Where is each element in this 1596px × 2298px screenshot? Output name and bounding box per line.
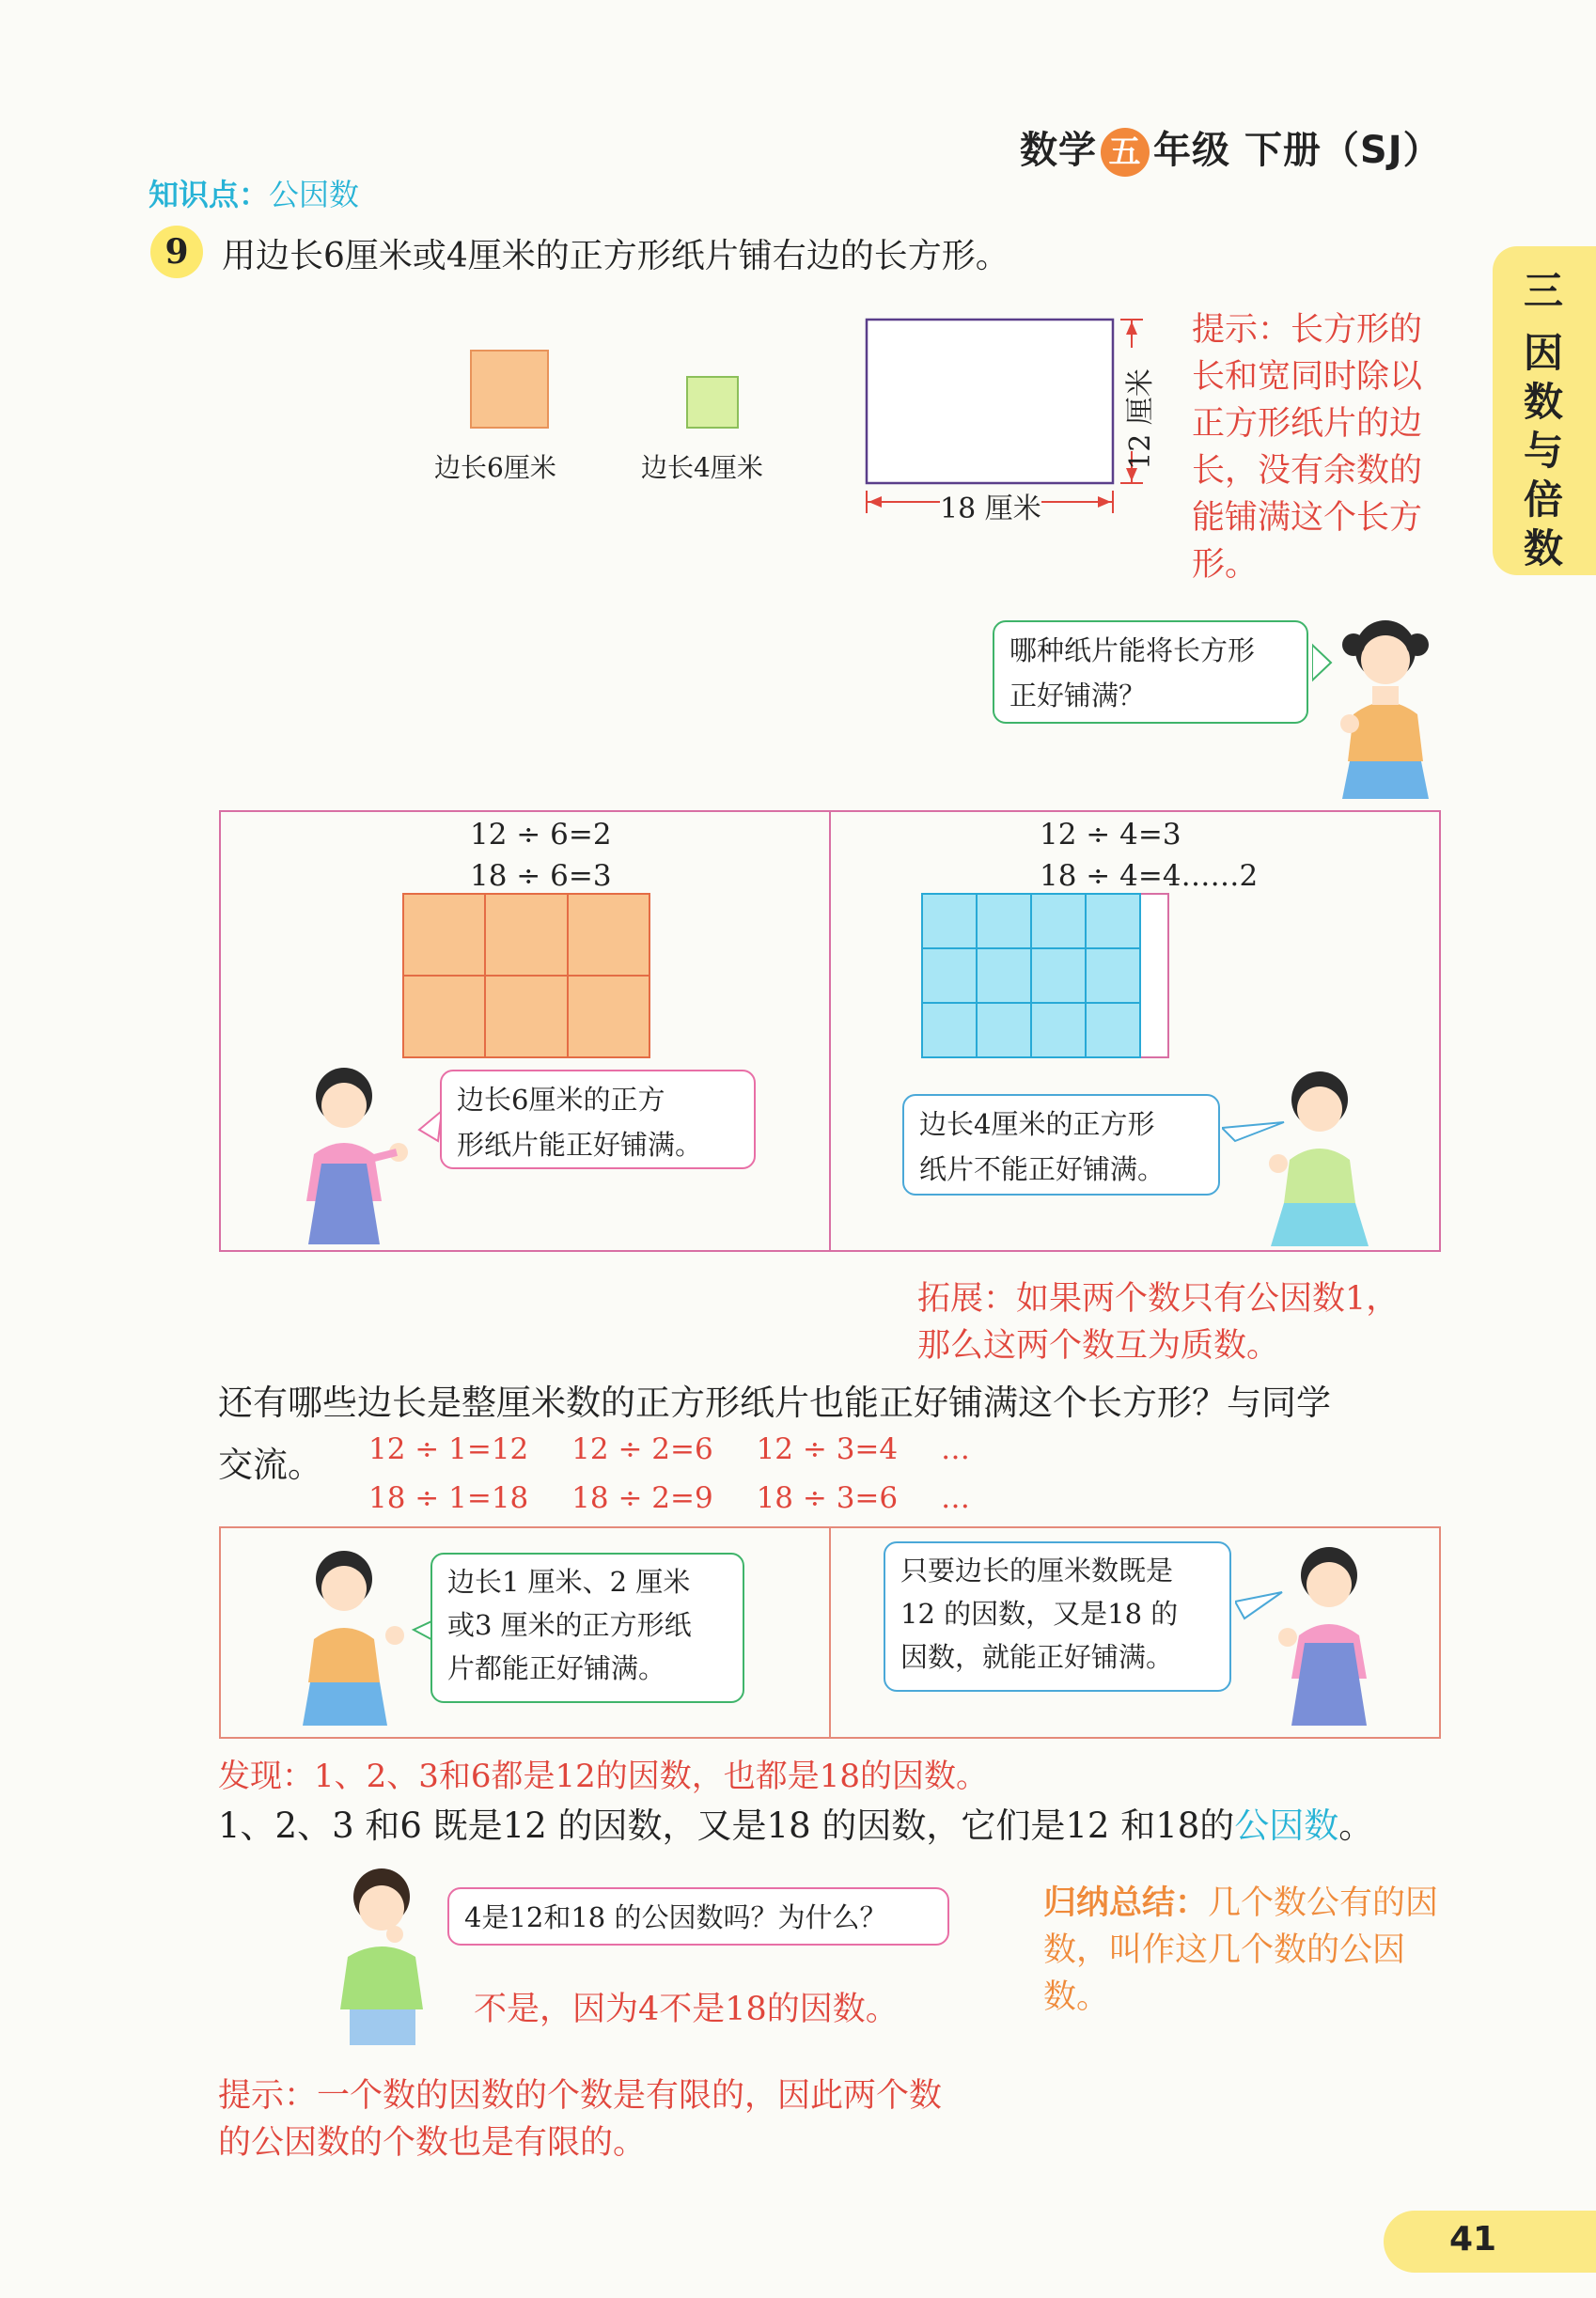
- discussion-panel-divider: [829, 1526, 831, 1739]
- discussion-right-line2: 12 的因数，又是18 的: [900, 1598, 1179, 1630]
- right-panel-bubble-line1: 边长4厘米的正方形: [919, 1108, 1155, 1140]
- tiling-panel-divider: [829, 810, 831, 1252]
- right-panel-bubble: [902, 1094, 1220, 1196]
- orange-tiling-grid: [402, 893, 650, 1058]
- discussion-left-bubble: [430, 1553, 744, 1703]
- right-eq-2: 18 ÷ 4=4……2: [1040, 859, 1259, 893]
- girl-figure-1: [1312, 611, 1453, 799]
- header-subject: 数学: [1020, 129, 1097, 172]
- extension-line1: 拓展：如果两个数只有公因数1，: [917, 1280, 1400, 1318]
- chapter-side-tab: [1493, 246, 1596, 575]
- square-6cm-label: 边长6厘米: [434, 452, 556, 483]
- red-eq-2-3: 18 ÷ 3=6: [756, 1481, 899, 1515]
- summary: [1043, 1880, 1447, 2021]
- summary-text: 几个数公有的因数，叫作这几个数的公因数。: [1043, 1884, 1439, 2016]
- chapter-title: 因数与倍数: [1523, 330, 1563, 571]
- left-panel-bubble-line1: 边长6厘米的正方: [457, 1084, 665, 1116]
- chapter-number: 三: [1523, 268, 1563, 314]
- boy-figure: [320, 1859, 461, 2047]
- conclusion: [218, 1797, 1373, 1848]
- square-6cm: [470, 350, 549, 429]
- red-eq-1-1: 12 ÷ 1=12: [368, 1432, 529, 1466]
- conclusion-end: 。: [1338, 1806, 1374, 1846]
- girl-figure-3: [1222, 1062, 1382, 1250]
- discussion-left-line1: 边长1 厘米、2 厘米: [447, 1566, 691, 1598]
- page-header: [1020, 120, 1442, 177]
- left-panel-bubble-line2: 形纸片能正好铺满。: [457, 1129, 703, 1161]
- summary-label: 归纳总结：: [1043, 1884, 1209, 1922]
- red-eq-1-4: …: [940, 1432, 970, 1466]
- extension-line2: 那么这两个数互为质数。: [917, 1327, 1280, 1365]
- square-4cm-label: 边长4厘米: [641, 452, 763, 483]
- knowledge-point-label: 知识点：: [149, 177, 270, 212]
- discussion-left-line2: 或3 厘米的正方形纸: [447, 1609, 692, 1641]
- hint-finite-line1: 提示：一个数的因数的个数是有限的，因此两个数: [218, 2077, 943, 2115]
- red-eq-2-2: 18 ÷ 2=9: [571, 1481, 713, 1515]
- red-eq-1-3: 12 ÷ 3=4: [756, 1432, 899, 1466]
- girl-question-bubble: [993, 620, 1308, 724]
- question-text: 用边长6厘米或4厘米的正方形纸片铺右边的长方形。: [222, 237, 1009, 275]
- discussion-right-bubble: [884, 1541, 1231, 1692]
- page-number: 41: [1449, 2220, 1497, 2259]
- right-eq-1: 12 ÷ 4=3: [1040, 818, 1181, 852]
- red-math-row1: [368, 1432, 970, 1466]
- conclusion-term: 公因数: [1234, 1806, 1339, 1846]
- discussion-right-line1: 只要边长的厘米数既是: [900, 1555, 1174, 1587]
- red-eq-2-4: …: [940, 1481, 970, 1515]
- question2-line2: 交流。: [218, 1445, 322, 1485]
- discovery-text: 发现：1、2、3和6都是12的因数，也都是18的因数。: [218, 1758, 989, 1795]
- girl-question-line1: 哪种纸片能将长方形: [1009, 634, 1256, 666]
- hint-tiling: 提示：长方形的长和宽同时除以正方形纸片的边长，没有余数的能铺满这个长方形。: [1192, 311, 1423, 584]
- girl-figure-5: [1235, 1538, 1395, 1729]
- boy-answer: 不是，因为4不是18的因数。: [474, 1991, 899, 2028]
- rectangle-width-label: 18 厘米: [940, 492, 1041, 525]
- left-panel-bubble: [440, 1070, 756, 1169]
- girl-question-line2: 正好铺满？: [1009, 680, 1147, 711]
- knowledge-point-value: 公因数: [269, 177, 360, 212]
- header-volume: 下册（SJ）: [1244, 129, 1442, 172]
- question2-line1: 还有哪些边长是整厘米数的正方形纸片也能正好铺满这个长方形？与同学: [218, 1383, 1331, 1423]
- girl-figure-4: [291, 1541, 442, 1729]
- knowledge-point: [149, 171, 359, 214]
- red-eq-1-2: 12 ÷ 2=6: [571, 1432, 713, 1466]
- red-eq-2-1: 18 ÷ 1=18: [368, 1481, 529, 1515]
- left-eq-1: 12 ÷ 6=2: [470, 818, 612, 852]
- hint-finite-line2: 的公因数的个数也是有限的。: [218, 2124, 647, 2162]
- discussion-left-line3: 片都能正好铺满。: [447, 1652, 666, 1684]
- blue-tiling-grid: [921, 893, 1169, 1058]
- boy-question-bubble: [447, 1887, 949, 1946]
- grade-circle: 五: [1101, 128, 1150, 177]
- right-panel-bubble-line2: 纸片不能正好铺满。: [919, 1153, 1166, 1185]
- girl-figure-2: [288, 1060, 447, 1248]
- discussion-right-line3: 因数，就能正好铺满。: [900, 1641, 1174, 1673]
- conclusion-text: 1、2、3 和6 既是12 的因数，又是18 的因数，它们是12 和18的: [218, 1806, 1235, 1846]
- red-math-row2: [368, 1481, 970, 1515]
- boy-question-text: 4是12和18 的公因数吗？为什么？: [464, 1901, 887, 1933]
- left-eq-2: 18 ÷ 6=3: [470, 859, 612, 893]
- rectangle-height-label: 12 厘米: [1124, 368, 1157, 470]
- header-grade-suffix: 年级: [1153, 129, 1230, 172]
- square-4cm: [686, 376, 739, 429]
- page-number-tab: [1384, 2211, 1596, 2273]
- question-number: 9: [150, 226, 203, 278]
